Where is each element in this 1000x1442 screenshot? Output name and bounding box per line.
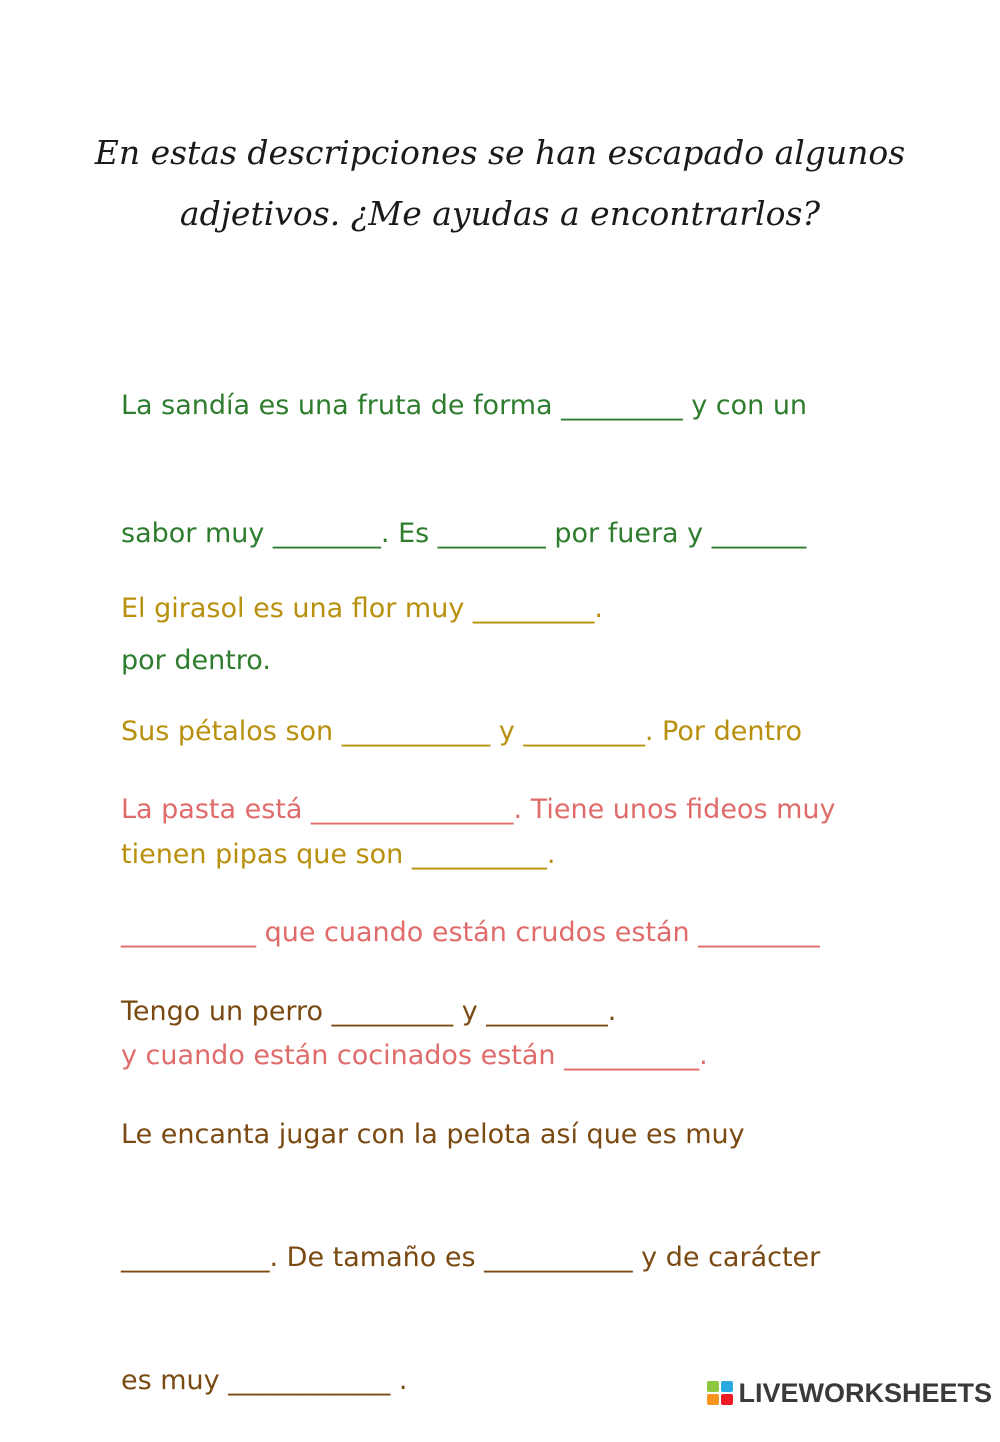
girasol-line-1: El girasol es una flor muy _________. xyxy=(121,593,603,624)
sandia-line-1: La sandía es una fruta de forma _________ y con un xyxy=(121,390,808,421)
title-line-2: adjetivos. ¿Me ayudas a encontrarlos? xyxy=(179,194,821,233)
liveworksheets-logo-icon xyxy=(707,1381,733,1405)
perro-description xyxy=(121,909,921,1442)
perro-line-3: ___________. De tamaño es ___________ y de carácter xyxy=(121,1242,821,1273)
worksheet-title xyxy=(80,122,920,244)
perro-line-1: Tengo un perro _________ y _________. xyxy=(121,996,617,1027)
pasta-line-1: La pasta está _______________. Tiene unos fideos muy xyxy=(121,794,836,825)
logo-square-2 xyxy=(721,1381,733,1392)
logo-square-3 xyxy=(707,1394,719,1405)
pasta-line-2: __________ que cuando están crudos están _________ xyxy=(121,917,820,948)
pasta-line-3: y cuando están cocinados están __________. xyxy=(121,1040,708,1071)
perro-line-2: Le encanta jugar con la pelota así que es muy xyxy=(121,1119,745,1150)
girasol-line-3: tienen pipas que son __________. xyxy=(121,839,556,870)
liveworksheets-brand xyxy=(707,1377,992,1409)
liveworksheets-wordmark: LIVEWORKSHEETS xyxy=(738,1377,992,1408)
title-line-1: En estas descripciones se han escapado algunos xyxy=(94,133,906,172)
sandia-line-2: sabor muy ________. Es ________ por fuera y _______ xyxy=(121,517,807,549)
perro-line-4: es muy ____________ . xyxy=(121,1365,408,1396)
logo-square-4 xyxy=(721,1394,733,1405)
logo-square-1 xyxy=(707,1381,719,1392)
sandia-line-3: por dentro. xyxy=(121,645,271,676)
girasol-line-2: Sus pétalos son ___________ y _________. Por dentro xyxy=(121,716,803,747)
